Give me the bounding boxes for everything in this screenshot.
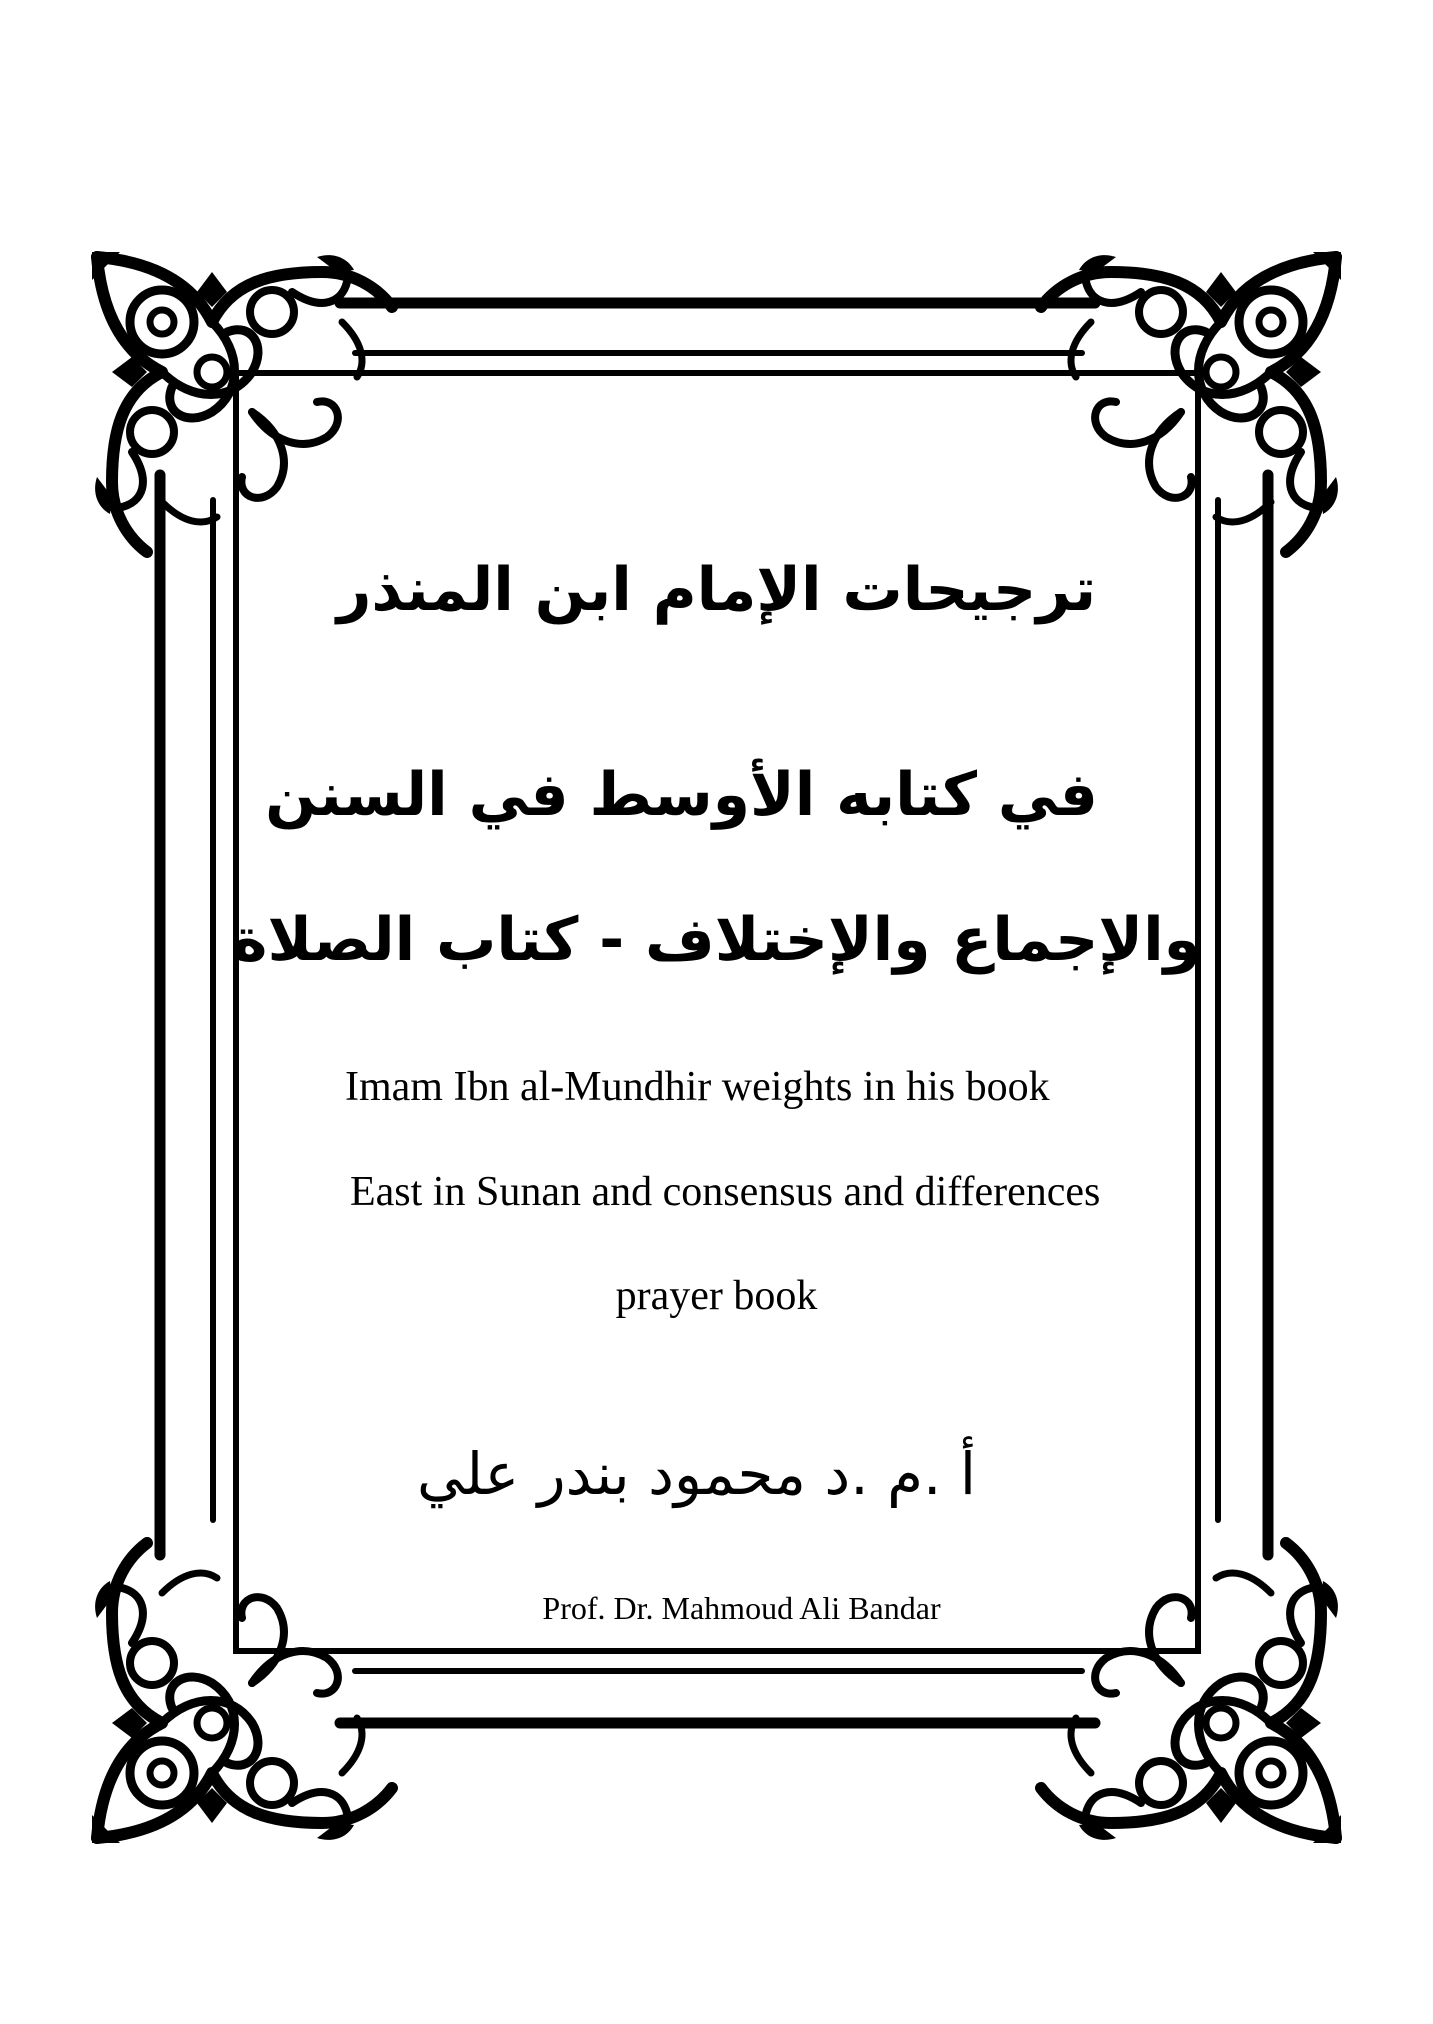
corner-ornament-top-right xyxy=(1041,252,1341,552)
english-title-line-1: Imam Ibn al-Mundhir weights in his book xyxy=(345,1064,1050,1110)
arabic-title-line-2: في كتابه الأوسط في السنن xyxy=(265,760,1098,830)
arabic-title-line-1: ترجيحات الإمام ابن المنذر xyxy=(336,555,1097,625)
author-english: Prof. Dr. Mahmoud Ali Bandar xyxy=(542,1590,941,1626)
author-arabic: أ .م .د محمود بندر علي xyxy=(417,1440,976,1508)
arabic-title-line-3: والإجماع والإختلاف - كتاب الصلاة xyxy=(232,905,1201,975)
corner-ornament-bottom-left xyxy=(92,1543,392,1843)
english-title-line-3: prayer book xyxy=(615,1273,818,1319)
english-title-line-2: East in Sunan and consensus and differences xyxy=(350,1169,1101,1215)
corner-ornament-bottom-right xyxy=(1041,1543,1341,1843)
corner-ornament-top-left xyxy=(92,252,392,552)
